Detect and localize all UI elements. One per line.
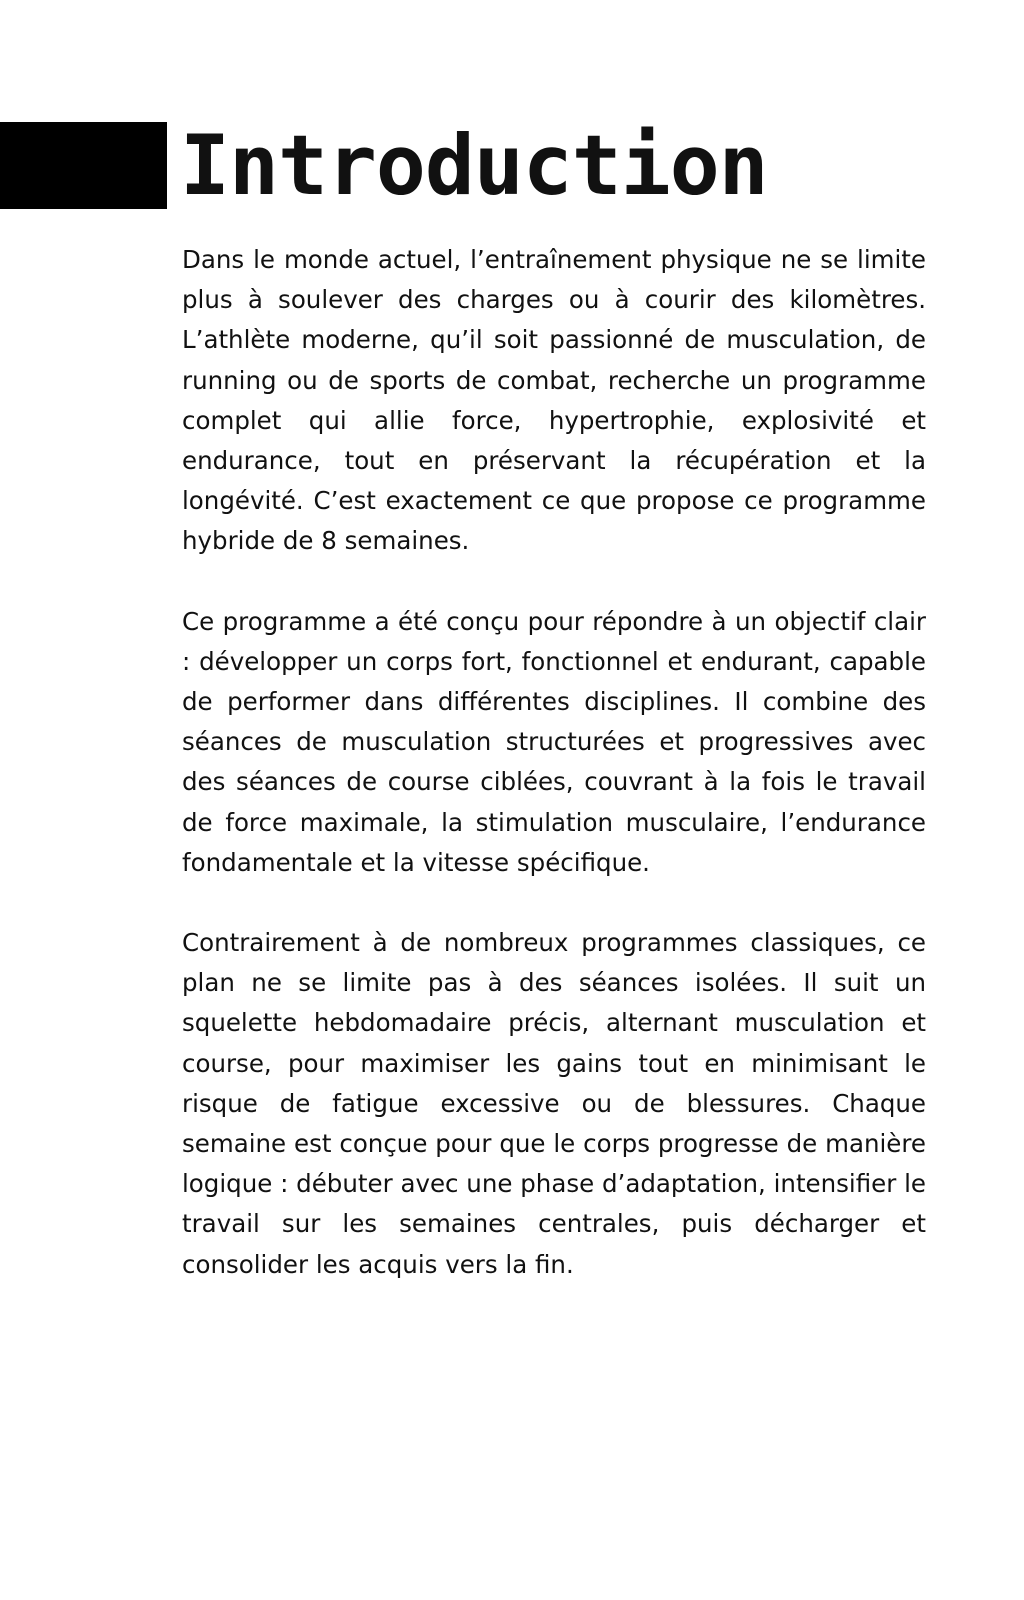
page-title: Introduction (180, 117, 768, 214)
title-accent-bar (0, 122, 167, 209)
body-text (182, 240, 926, 1325)
paragraph-3: Contrairement à de nombreux programmes classiques, ce plan ne se limite pas à des séances isolées. Il suit un squelette hebdomadaire précis, alternant musculation et course, pour maximiser les gains tout en minimisant le risque de fatigue excessive ou de blessures. Chaque semaine est conçue pour que le corps progresse de manière logique : débuter avec une phase d’adaptation, intensifier le travail sur les semaines centrales, puis décharger et consolider les acquis vers la fin. (182, 928, 926, 1279)
paragraph-1: Dans le monde actuel, l’entraînement physique ne se limite plus à soulever des charges ou à courir des kilomètres. L’athlète moderne, qu’il soit passionné de musculation, de running ou de sports de combat, recherche un programme complet qui allie force, hypertrophie, explosivité et endurance, tout en préservant la récupération et la longévité. C’est exactement ce que propose ce programme hybride de 8 semaines. (182, 245, 926, 556)
paragraph-2: Ce programme a été conçu pour répondre à un objectif clair : développer un corps fort, fonctionnel et endurant, capable de performer dans différentes disciplines. Il combine des séances de musculation structurées et progressives avec des séances de course ciblées, couvrant à la fois le travail de force maximale, la stimulation musculaire, l’endurance fondamentale et la vitesse spécifique. (182, 606, 926, 877)
